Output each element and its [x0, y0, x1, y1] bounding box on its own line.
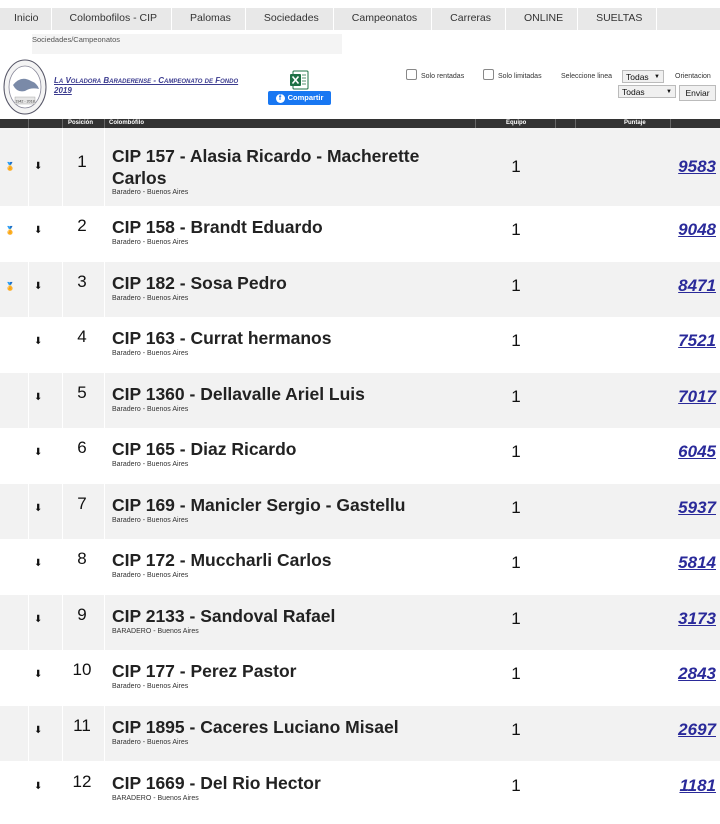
position-cell: 3 [77, 272, 87, 291]
arrow-down-icon[interactable]: ⬇ [34, 392, 43, 403]
nav-online[interactable]: ONLINE [506, 8, 578, 30]
colombofilo-name[interactable]: CIP 182 - Sosa Pedro [112, 273, 287, 293]
solo-limitadas-label: Solo limitadas [498, 73, 542, 80]
orientacion-label: Orientacion [675, 73, 711, 80]
header-colombofilo: Colombófilo [109, 120, 144, 126]
enviar-button[interactable]: Enviar [679, 85, 716, 101]
score-link[interactable]: 8471 [678, 276, 716, 295]
linea-select-value: Todas [626, 72, 649, 82]
facebook-share-button[interactable] [268, 91, 331, 105]
location-text: Baradero - Buenos Aires [112, 572, 189, 579]
score-link[interactable]: 7017 [678, 387, 716, 406]
location-text: Baradero - Buenos Aires [112, 295, 189, 302]
colombofilo-name[interactable]: CIP 163 - Currat hermanos [112, 328, 332, 348]
svg-text:1942 - 2018: 1942 - 2018 [15, 99, 35, 104]
score-link[interactable]: 2843 [678, 664, 716, 683]
arrow-down-icon[interactable]: ⬇ [34, 558, 43, 569]
column-divider [104, 128, 105, 206]
equipo-cell: 1 [511, 387, 521, 406]
orientacion-select[interactable] [618, 85, 676, 98]
column-divider [104, 428, 105, 484]
column-divider [28, 484, 29, 539]
column-divider [28, 428, 29, 484]
position-cell: 11 [73, 716, 91, 735]
share-label: Compartir [287, 93, 324, 102]
medal-icon: 🏅 [5, 226, 15, 235]
excel-icon[interactable] [289, 70, 309, 90]
club-logo [3, 59, 47, 115]
column-divider [28, 128, 29, 206]
top-nav [0, 8, 720, 30]
table-row[interactable] [0, 373, 720, 428]
linea-label: Seleccione linea [561, 73, 612, 80]
column-divider [104, 484, 105, 539]
column-divider [104, 595, 105, 650]
position-cell: 12 [72, 772, 92, 791]
location-text: Baradero - Buenos Aires [112, 517, 189, 524]
score-link[interactable]: 5937 [678, 498, 716, 517]
equipo-cell: 1 [511, 220, 521, 239]
column-divider [28, 373, 29, 428]
score-link[interactable]: 3173 [678, 609, 716, 628]
equipo-cell: 1 [511, 276, 521, 295]
column-divider [28, 262, 29, 317]
colombofilo-name[interactable]: CIP 1669 - Del Rio Hector [112, 773, 321, 793]
location-text: Baradero - Buenos Aires [112, 239, 189, 246]
header-equipo: Equipo [506, 120, 527, 126]
colombofilo-name[interactable]: CIP 172 - Muccharli Carlos [112, 550, 332, 570]
table-row[interactable] [0, 539, 720, 595]
table-row[interactable] [0, 484, 720, 539]
score-link[interactable]: 1181 [679, 776, 716, 795]
nav-campeonatos[interactable]: Campeonatos [334, 8, 432, 30]
chevron-down-icon: ▼ [654, 74, 660, 80]
arrow-down-icon[interactable]: ⬇ [34, 669, 43, 680]
column-divider [104, 706, 105, 761]
location-text: Baradero - Buenos Aires [112, 461, 189, 468]
breadcrumb [32, 34, 342, 54]
equipo-cell: 1 [511, 664, 521, 683]
column-divider [28, 317, 29, 373]
table-row[interactable] [0, 317, 720, 373]
arrow-down-icon[interactable]: ⬇ [34, 225, 43, 236]
table-row[interactable] [0, 761, 720, 818]
colombofilo-name[interactable]: CIP 1360 - Dellavalle Ariel Luis [112, 384, 365, 404]
campaign-title[interactable]: La Voladora Baraderense - Campeonato de Fondo 2019 [54, 76, 239, 95]
orientacion-select-value: Todas [622, 87, 645, 97]
score-link[interactable]: 9583 [678, 157, 716, 176]
breadcrumb-campeonatos[interactable]: Campeonatos [73, 35, 120, 44]
table-row[interactable] [0, 595, 720, 650]
medal-icon: 🏅 [5, 162, 15, 171]
column-divider [28, 761, 29, 818]
facebook-icon: f [276, 94, 285, 103]
arrow-down-icon[interactable]: ⬇ [34, 281, 43, 292]
score-link[interactable]: 6045 [678, 442, 716, 461]
colombofilo-name[interactable]: CIP 177 - Perez Pastor [112, 661, 297, 681]
nav-inicio[interactable]: Inicio [0, 8, 52, 30]
column-divider [28, 595, 29, 650]
column-divider [104, 262, 105, 317]
location-text: Baradero - Buenos Aires [112, 350, 189, 357]
location-text: Baradero - Buenos Aires [112, 739, 189, 746]
colombofilo-name[interactable]: CIP 169 - Manicler Sergio - Gastellu [112, 495, 406, 515]
score-link[interactable]: 9048 [678, 220, 716, 239]
equipo-cell: 1 [511, 720, 521, 739]
colombofilo-name[interactable]: CIP 158 - Brandt Eduardo [112, 217, 323, 237]
equipo-cell: 1 [511, 553, 521, 572]
position-cell: 7 [77, 494, 87, 513]
arrow-down-icon[interactable]: ⬇ [34, 336, 43, 347]
equipo-cell: 1 [511, 609, 521, 628]
location-text: BARADERO - Buenos Aires [112, 628, 199, 635]
column-divider [104, 206, 105, 262]
linea-select[interactable] [622, 70, 664, 83]
colombofilo-name[interactable]: CIP 165 - Diaz Ricardo [112, 439, 297, 459]
position-cell: 10 [72, 660, 92, 679]
arrow-down-icon[interactable]: ⬇ [34, 614, 43, 625]
position-cell: 2 [77, 216, 87, 235]
table-row[interactable] [0, 706, 720, 761]
colombofilo-name[interactable]: CIP 1895 - Caceres Luciano Misael [112, 717, 399, 737]
position-cell: 1 [77, 152, 87, 171]
arrow-down-icon[interactable]: ⬇ [34, 161, 43, 172]
colombofilo-name[interactable]: CIP 2133 - Sandoval Rafael [112, 606, 336, 626]
nav-carreras[interactable]: Carreras [432, 8, 506, 30]
position-cell: 8 [77, 549, 87, 568]
equipo-cell: 1 [511, 157, 521, 176]
column-divider [104, 539, 105, 595]
nav-colombofilos[interactable]: Colombofilos - CIP [52, 8, 173, 30]
column-divider [28, 706, 29, 761]
location-text: BARADERO - Buenos Aires [112, 795, 199, 802]
table-row[interactable] [0, 262, 720, 317]
equipo-cell: 1 [511, 331, 521, 350]
column-divider [104, 650, 105, 706]
position-cell: 4 [77, 327, 87, 346]
score-link[interactable]: 2697 [678, 720, 716, 739]
score-link[interactable]: 5814 [678, 553, 716, 572]
arrow-down-icon[interactable]: ⬇ [34, 447, 43, 458]
equipo-cell: 1 [511, 442, 521, 461]
position-cell: 6 [77, 438, 87, 457]
column-divider [28, 539, 29, 595]
table-row[interactable] [0, 128, 720, 206]
table-row[interactable] [0, 428, 720, 484]
breadcrumb-sociedades[interactable]: Sociedades [32, 35, 72, 44]
arrow-down-icon[interactable]: ⬇ [34, 781, 43, 792]
breadcrumb-separator: / [71, 35, 74, 44]
equipo-cell: 1 [511, 776, 521, 795]
score-link[interactable]: 7521 [678, 331, 716, 350]
column-divider [104, 761, 105, 818]
header-posicion: Posición [68, 120, 94, 126]
table-header [0, 119, 720, 128]
arrow-down-icon[interactable]: ⬇ [34, 725, 43, 736]
table-row[interactable] [0, 206, 720, 262]
column-divider [28, 650, 29, 706]
nav-sociedades[interactable]: Sociedades [246, 8, 334, 30]
location-text: Baradero - Buenos Aires [112, 683, 189, 690]
column-divider [104, 317, 105, 373]
location-text: Baradero - Buenos Aires [112, 189, 189, 196]
equipo-cell: 1 [511, 498, 521, 517]
column-divider [104, 373, 105, 428]
solo-limitadas-checkbox[interactable] [483, 69, 494, 80]
table-row[interactable] [0, 650, 720, 706]
nav-sueltas[interactable]: SUELTAS [578, 8, 657, 30]
arrow-down-icon[interactable]: ⬇ [34, 503, 43, 514]
chevron-down-icon: ▼ [666, 89, 672, 95]
position-cell: 9 [77, 605, 87, 624]
solo-rentadas-label: Solo rentadas [421, 73, 465, 80]
nav-palomas[interactable]: Palomas [172, 8, 246, 30]
medal-icon: 🏅 [5, 282, 15, 291]
header-puntaje: Puntaje [624, 120, 646, 126]
solo-rentadas-checkbox[interactable] [406, 69, 417, 80]
colombofilo-name[interactable]: CIP 157 - Alasia Ricardo - Macherette Carlos [112, 146, 420, 188]
column-divider [28, 206, 29, 262]
position-cell: 5 [77, 383, 87, 402]
location-text: Baradero - Buenos Aires [112, 406, 189, 413]
